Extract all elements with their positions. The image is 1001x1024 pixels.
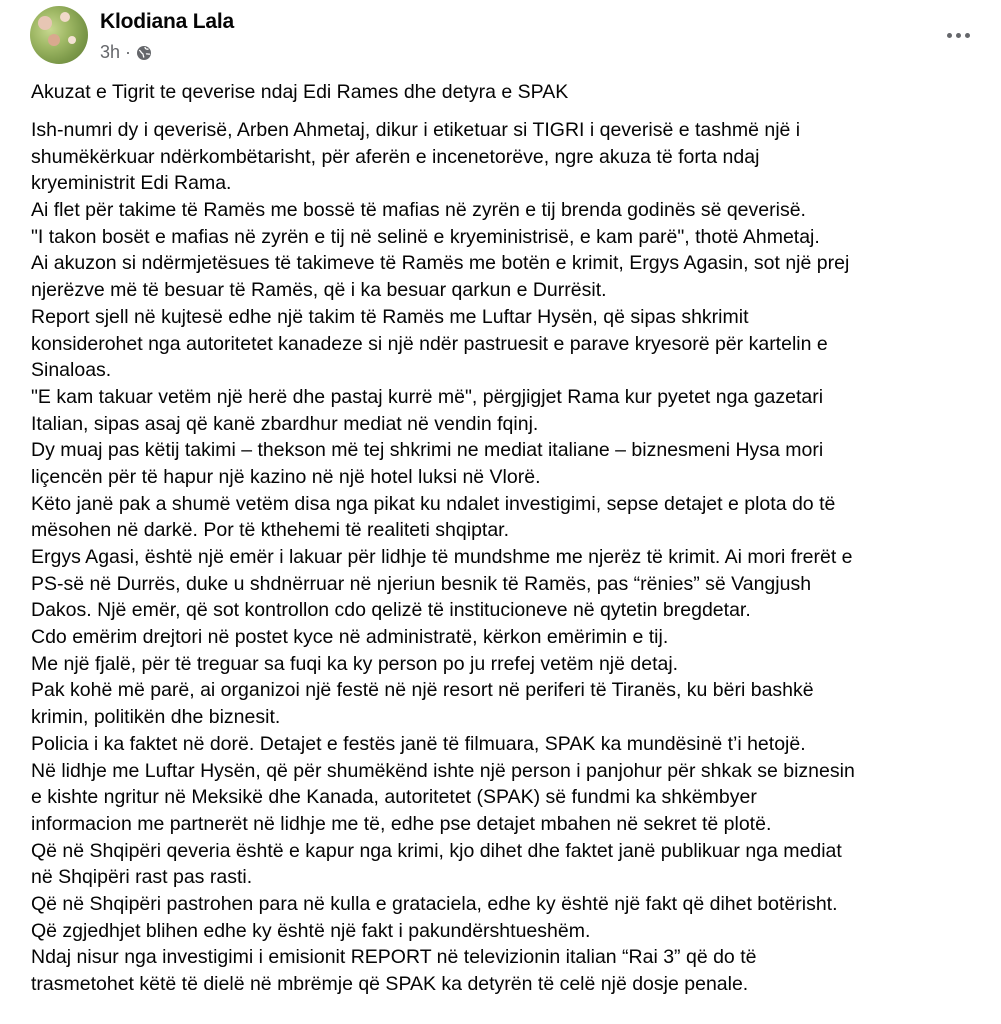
meta-separator: · bbox=[125, 42, 132, 62]
post-text-line: Italian, sipas asaj që kanë zbardhur mediat në vendin fqinj. bbox=[31, 412, 539, 435]
avatar[interactable] bbox=[30, 6, 88, 64]
post-text-line: trasmetohet këtë të dielë në mbrëmje që SPAK ka detyrën të celë një dosje penale. bbox=[31, 973, 749, 995]
post-text-line: njerëzve më të besuar të Ramës, që i ka besuar qarkun e Durrësit. bbox=[31, 279, 607, 302]
post-text-line: Ai flet për takime të Ramës me bossë të mafias në zyrën e tij brenda godinës së qeverisë. bbox=[31, 199, 806, 222]
more-options-button[interactable] bbox=[936, 20, 980, 50]
post-text-line: Në lidhje me Luftar Hysën, që për shumëkënd ishte një person i panjohur për shkak se biznesin bbox=[31, 759, 855, 782]
post-meta bbox=[100, 42, 152, 63]
post-text-line: krimin, politikën dhe biznesit. bbox=[31, 706, 281, 729]
post-text-line: PS-së në Durrës, duke u shdnërruar në njeriun besnik të Ramës, pas “rënies” së Vangjush bbox=[31, 572, 812, 595]
post-text-line: kryeministrit Edi Rama. bbox=[31, 172, 232, 195]
author-name[interactable]: Klodiana Lala bbox=[100, 10, 234, 33]
post-text-line: liçencën për të hapur një kazino në një hotel luksi në Vlorë. bbox=[31, 465, 541, 488]
post-text-line: konsiderohet nga autoritetet kanadeze si një ndër pastruesit e parave kryesorë për kartelin e bbox=[31, 332, 828, 355]
post-text-line: në Shqipëri rast pas rasti. bbox=[31, 866, 253, 889]
post-text-line: Report sjell në kujtesë edhe një takim të Ramës me Luftar Hysën, që sipas shkrimit bbox=[31, 305, 749, 328]
post-text-line: "I takon bosët e mafias në zyrën e tij në selinë e kryeministrisë, e kam parë", thotë Ahmetaj. bbox=[31, 225, 820, 248]
post-text-line: Ndaj nisur nga investigimi i emisionit REPORT në televizionin italian “Rai 3” që do të bbox=[31, 946, 757, 969]
globe-icon[interactable] bbox=[136, 45, 152, 61]
post-text-line: e kishte ngritur në Meksikë dhe Kanada, autoritetet (SPAK) së fundmi ka shkëmbyer bbox=[31, 786, 757, 809]
post-text-line: Cdo emërim drejtori në postet kyce në administratë, kërkon emërimin e tij. bbox=[31, 626, 669, 649]
post-text-line: Sinaloas. bbox=[31, 359, 112, 382]
post-text-line: Ai akuzon si ndërmjetësues të takimeve të Ramës me botën e krimit, Ergys Agasin, sot një prej bbox=[31, 252, 850, 275]
post-text-line: Ergys Agasi, është një emër i lakuar për lidhje të mundshme me njerëz të krimit. Ai mori frerët e bbox=[31, 546, 853, 568]
more-horizontal-icon bbox=[947, 33, 952, 38]
post-text-line: Ish-numri dy i qeverisë, Arben Ahmetaj, dikur i etiketuar si TIGRI i qeverisë e tashmë një i bbox=[31, 119, 801, 141]
post-text-line: informacion me partnerët në lidhje me të, edhe pse detajet mbahen në sekret të plotë. bbox=[31, 812, 772, 835]
post-title: Akuzat e Tigrit te qeverise ndaj Edi Rames dhe detyra e SPAK bbox=[31, 81, 569, 103]
post-text-line: Dakos. Një emër, që sot kontrollon cdo qelizë të institucioneve në qytetin bregdetar. bbox=[31, 599, 751, 622]
post-text-line: Policia i ka faktet në dorë. Detajet e festës janë të filmuara, SPAK ka mundësinë t’i hetojë. bbox=[31, 732, 806, 755]
post-text-line: Që në Shqipëri pastrohen para në kulla e grataciela, edhe ky është një fakt që dihet botërisht. bbox=[31, 892, 838, 915]
post-text-line: Që zgjedhjet blihen edhe ky është një fakt i pakundërshtueshëm. bbox=[31, 919, 591, 942]
post-text-line: Që në Shqipëri qeveria është e kapur nga krimi, kjo dihet dhe faktet janë publikuar nga mediat bbox=[31, 839, 842, 862]
post-text-line: Dy muaj pas këtij takimi – thekson më tej shkrimi ne mediat italiane – biznesmeni Hysa mori bbox=[31, 439, 824, 462]
post-header bbox=[30, 6, 980, 66]
post-text-line: Me një fjalë, për të treguar sa fuqi ka ky person po ju rrefej vetëm një detaj. bbox=[31, 652, 679, 675]
post-time[interactable]: 3h bbox=[100, 42, 121, 62]
post-text-line: "E kam takuar vetëm një herë dhe pastaj kurrë më", përgjigjet Rama kur pyetet nga gazetari bbox=[31, 385, 824, 408]
post-text-line: mësohen në darkë. Por të kthehemi të realiteti shqiptar. bbox=[31, 519, 510, 542]
post-text-line: Këto janë pak a shumë vetëm disa nga pikat ku ndalet investigimi, sepse detajet e plota do të bbox=[31, 492, 836, 515]
post-text-line: Pak kohë më parë, ai organizoi një festë në një resort në periferi të Tiranës, ku bëri bashkë bbox=[31, 679, 814, 702]
post-text-line: shumëkërkuar ndërkombëtarisht, për aferën e incenetorëve, ngre akuza të forta ndaj bbox=[31, 145, 760, 168]
post-body bbox=[31, 117, 991, 998]
